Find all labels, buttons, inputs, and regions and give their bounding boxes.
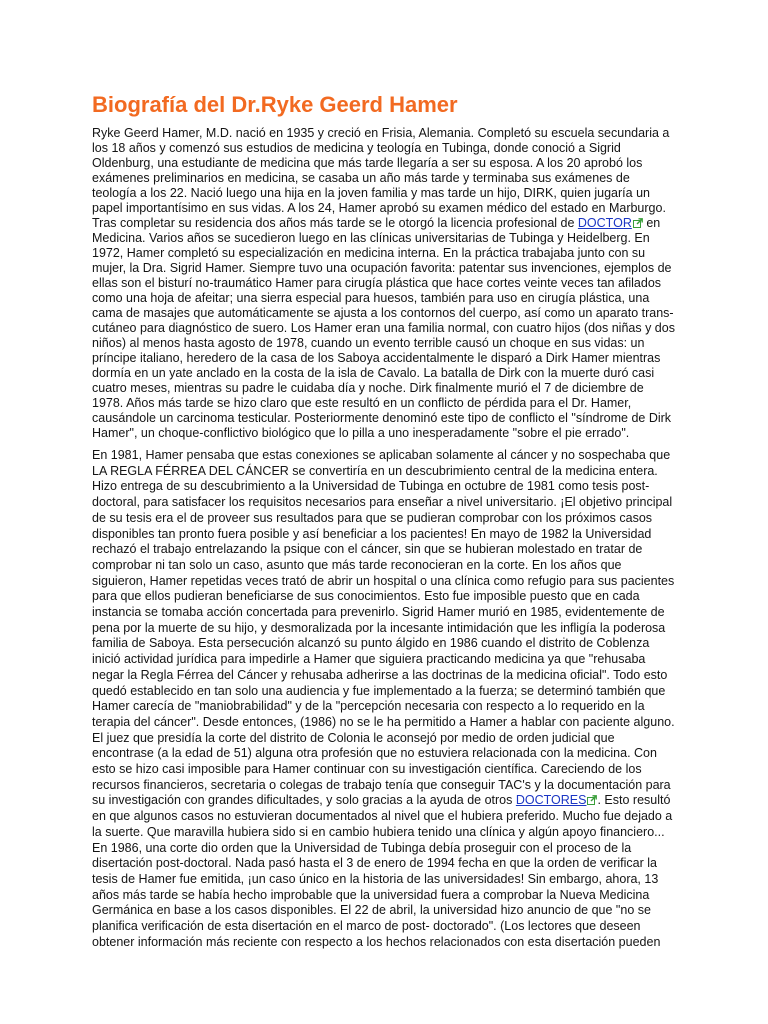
text-line: 1972, Hamer completó su especialización en medicina interna. En la práctica trabajaba junto con su	[92, 246, 646, 260]
text-line: tesis de Hamer fue emitida, ¡un caso único en la historia de las universidades! Sin embargo, ahora, 13	[92, 871, 659, 886]
text-line: encontrase (a la edad de 51) alguna otra profesión que no estuviera relacionada con la medicina. Con	[92, 746, 657, 761]
text-line: familia de Saboya. Esta persecución alcanzó su punto álgido en 1986 cuando el distrito de Coblenza	[92, 636, 650, 651]
text-line: comprobar ni tan solo un caso, asunto que más tarde reconocieran en la corte. En los años que	[92, 557, 622, 572]
external-link-icon[interactable]	[587, 795, 597, 805]
text-line: El juez que presidía la corte del distrito de Colonia le aconsejó por medio de orden judicial que	[92, 730, 615, 745]
text-line: 1978. Años más tarde se hizo claro que este resultó en un conflicto de pérdida para el Dr. Hamer,	[92, 396, 632, 410]
text-line: ellas son el bisturí no-traumático Hamer para cirugía plástica que hace cortes veinte veces tan afilados	[92, 276, 662, 290]
doctor-link[interactable]: DOCTORES	[515, 793, 587, 808]
text-line: LA REGLA FÉRREA DEL CÁNCER se convertiría en un descubrimiento central de la medicina entera.	[92, 463, 658, 478]
article	[92, 92, 732, 951]
text-line: exámenes preliminarios en medicina, se casaba un año más tarde y terminaba sus exámenes de	[92, 171, 630, 185]
text-line: papel importantísimo en sus vidas. A los 24, Hamer aprobó su examen médico del estado en Marburgo.	[92, 201, 666, 215]
text-line: cutáneo para diagnóstico de suero. Los Hamer eran una familia normal, con cuatro hijos (dos niñas y dos	[92, 321, 675, 335]
text-line: instancia se tomaba acción concertada para prevenirlo. Sigrid Hamer murió en 1985, evidentemente de	[92, 605, 665, 620]
text-line: dormía en un yate anclado en la costa de la isla de Cavalo. La batalla de Dirk con la muerte duró casi	[92, 366, 655, 380]
text-line: disertación post-doctoral. Nada pasó hasta el 3 de enero de 1994 fecha en que la orden de verificar la	[92, 856, 657, 871]
text-line: pena por la muerte de su hijo, y desmoralizada por la incesante intimidación que les infligía la poderosa	[92, 620, 666, 635]
text-line: en que algunos casos no estuvieran documentados al nivel que el hubiera preferido. Mucho fue dejado a	[92, 809, 673, 824]
text-line: la suerte. Que maravilla hubiera sido si en cambio hubiera tenido una clínica y algún apoyo financiero...	[92, 824, 665, 839]
text-line: Ryke Geerd Hamer, M.D. nació en 1935 y creció en Frisia, Alemania. Completó su escuela secundaria a	[92, 126, 670, 140]
text-line: siguieron, Hamer repetidas veces trató de abrir un hospital o una clínica como refugio para sus pacientes	[92, 573, 675, 588]
text-line: Germánica en base a los casos disponibles. El 22 de abril, la universidad hizo anuncio de que "no se	[92, 903, 651, 918]
text-line: los 18 años y comenzó sus estudios de medicina y teología en Tubinga, donde conoció a Sigrid	[92, 141, 621, 155]
text-line: esto se hizo casi imposible para Hamer continuar con su investigación científica. Careciendo de los	[92, 762, 642, 777]
text-line: En 1981, Hamer pensaba que estas conexiones se aplicaban solamente al cáncer y no sospechaba que	[92, 448, 671, 462]
text-line: terapia del cáncer". Desde entonces, (1986) no se le ha permitido a Hamer a hablar con paciente alguno.	[92, 714, 675, 729]
text-line: niños) al menos hasta agosto de 1978, cuando un evento terrible causó un choque en sus vidas: un	[92, 336, 645, 350]
text-line: teología a los 22. Nació luego una hija en la joven familia y mas tarde un hijo, DIRK, quien jugaría un	[92, 186, 650, 200]
text-line: doctoral, para satisfacer los requisitos necesarios para enseñar a nivel universitario. ¡El objetivo principal	[92, 495, 673, 510]
text-segment: . Esto resultó	[597, 793, 671, 808]
text-line: Hamer", un choque-conflictivo biológico que lo pilla a uno inesperadamente "sobre el pie errado".	[92, 426, 630, 440]
text-line: causándole un carcinoma testicular. Posteriormente denominó este tipo de conflicto el "síndrome de Dirk	[92, 411, 672, 425]
text-line: mujer, la Dra. Sigrid Hamer. Siempre tuvo una ocupación favorita: patentar sus invenciones, ejemplos de	[92, 261, 672, 275]
text-line: Hizo entrega de su descubrimiento a la Universidad de Tubinga en octubre de 1981 como tesis post-	[92, 479, 650, 494]
text-line: disponibles tan pronto fuera posible y así beneficiar a los pacientes! En mayo de 1982 la Universidad	[92, 526, 652, 541]
text-line: cuatro meses, mientras su padre le cuidaba día y noche. Dirk finalmente murió el 7 de diciembre de	[92, 381, 644, 395]
text-line: de su tesis era el de proveer sus resultados para que se pudieran comprobar con los próximos casos	[92, 510, 653, 525]
text-line	[92, 216, 732, 231]
text-line: En 1986, una corte dio orden que la Universidad de Tubinga debía proseguir con el proceso de la	[92, 840, 632, 855]
text-line: recursos financieros, secretaria o colegas de trabajo tenía que conseguir TAC's y la documentación para	[92, 777, 671, 792]
page-title: Biografía del Dr.Ryke Geerd Hamer	[92, 92, 458, 117]
text-line: para que ellos pudieran beneficiarse de sus conocimientos. Esto fue imposible puesto que en cada	[92, 589, 640, 604]
text-line: príncipe italiano, heredero de la casa de los Saboya accidentalmente le disparó a Dirk Hamer mientras	[92, 351, 661, 365]
text-line: Oldenburg, una estudiante de medicina que más tarde llegaría a ser su esposa. A los 20 aprobó los	[92, 156, 643, 170]
text-line: planifica verificación de esta disertación en el marco de post- doctorado". (Los lectores que deseen	[92, 919, 641, 934]
paragraph-early-life	[92, 126, 732, 441]
text-segment: su investigación con grandes dificultades, y solo gracias a la ayuda de otros	[92, 793, 516, 808]
doctor-link[interactable]: DOCTOR	[577, 216, 632, 230]
text-line: cama de masajes que automáticamente se ajusta a los contornos del cuerpo, así como un aparato trans-	[92, 306, 674, 320]
text-line: como una hoja de afeitar; una sierra especial para huesos, también para uso en cirugía plástica, una	[92, 291, 650, 305]
text-line: negar la Regla Férrea del Cáncer y rehusaba adherirse a las doctrinas de la medicina oficial". Todo esto	[92, 667, 668, 682]
text-line: obtener información más reciente con respecto a los hechos relacionados con esta disertación pueden	[92, 934, 661, 949]
text-line: Hamer carecía de "maniobrabilidad" y de la "percepción necesaria con respecto a lo requerido en la	[92, 699, 645, 714]
external-link-icon[interactable]	[633, 218, 643, 228]
text-line: quedó establecido en tan solo una audiencia y fue implementado a la fuerza; se determinó también que	[92, 683, 666, 698]
text-line: rechazó el trabajo entrelazando la psique con el cáncer, sin que se hubieran molestado en tratar de	[92, 542, 643, 557]
text-segment: Tras completar su residencia dos años más tarde se le otorgó la licencia profesional de	[92, 216, 578, 230]
text-segment: en	[642, 216, 661, 230]
text-line: Medicina. Varios años se sucedieron luego en las clínicas universitarias de Tubinga y Heidelberg. En	[92, 231, 650, 245]
text-line	[92, 793, 732, 809]
text-line: inició actividad jurídica para impedirle a Hamer que siguiera practicando medicina ya que "rehusaba	[92, 652, 646, 667]
text-line: años más tarde se había hecho improbable que la universidad fuera a comprobar la Nueva Medicina	[92, 887, 650, 902]
paragraph-later-years	[92, 448, 732, 951]
